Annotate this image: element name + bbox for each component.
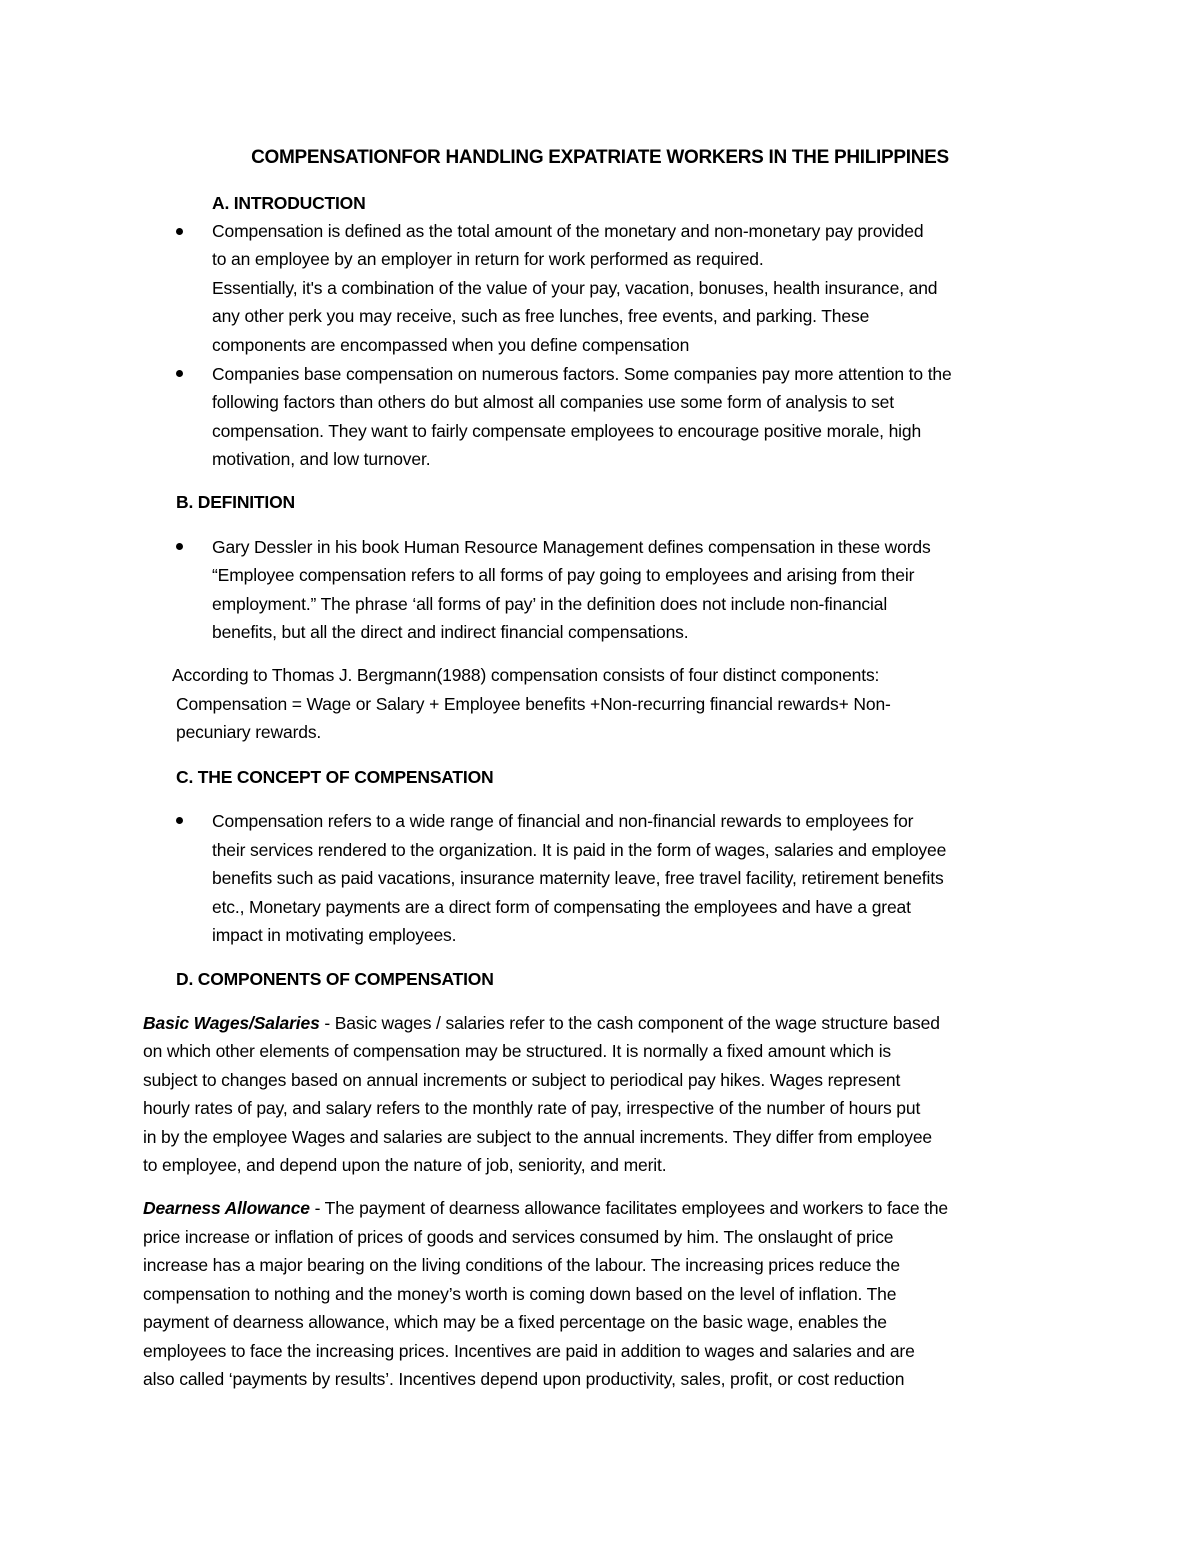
dearness-term: Dearness Allowance [143, 1198, 310, 1218]
basic-wages-line-3: subject to changes based on annual increments or subject to periodical pay hikes. Wages represent [143, 1070, 901, 1090]
section-a-heading: A. INTRODUCTION [212, 193, 366, 213]
intro-line-2: to an employee by an employer in return for work performed as required. [212, 249, 764, 269]
dearness-text: - The payment of dearness allowance facilitates employees and workers to face the [309, 1198, 949, 1218]
definition-line-1: Gary Dessler in his book Human Resource Management defines compensation in these words [212, 537, 931, 557]
intro-line-1: Compensation is defined as the total amount of the monetary and non-monetary pay provided [212, 221, 924, 241]
dearness-line-3: increase has a major bearing on the living conditions of the labour. The increasing prices reduce the [143, 1255, 900, 1275]
concept-line-5: impact in motivating employees. [212, 925, 457, 945]
concept-line-1: Compensation refers to a wide range of financial and non-financial rewards to employees for [212, 811, 914, 831]
basic-wages-line-1 [143, 1011, 940, 1035]
dearness-line-6: employees to face the increasing prices. Incentives are paid in addition to wages and salaries and are [143, 1341, 915, 1361]
bullet-icon [176, 543, 183, 550]
definition-line-4: benefits, but all the direct and indirect financial compensations. [212, 622, 689, 642]
intro-line-7: following factors than others do but almost all companies use some form of analysis to set [212, 392, 894, 412]
basic-wages-text: - Basic wages / salaries refer to the cash component of the wage structure based [319, 1013, 940, 1033]
intro-line-6: Companies base compensation on numerous factors. Some companies pay more attention to the [212, 364, 952, 384]
document-title: COMPENSATIONFOR HANDLING EXPATRIATE WORKERS IN THE PHILIPPINES [251, 147, 949, 168]
intro-line-5: components are encompassed when you define compensation [212, 335, 690, 355]
concept-line-4: etc., Monetary payments are a direct form of compensating the employees and have a great [212, 897, 911, 917]
bergmann-line-1: According to Thomas J. Bergmann(1988) compensation consists of four distinct components: [172, 665, 880, 685]
intro-line-4: any other perk you may receive, such as free lunches, free events, and parking. These [212, 306, 870, 326]
bergmann-line-3: pecuniary rewards. [176, 722, 322, 742]
bullet-icon [176, 228, 183, 235]
definition-line-3: employment.” The phrase ‘all forms of pay’ in the definition does not include non-financial [212, 594, 888, 614]
dearness-line-5: payment of dearness allowance, which may be a fixed percentage on the basic wage, enables the [143, 1312, 887, 1332]
concept-line-3: benefits such as paid vacations, insurance maternity leave, free travel facility, retirement benefits [212, 868, 944, 888]
dearness-line-1 [143, 1196, 948, 1220]
basic-wages-term: Basic Wages/Salaries [143, 1013, 320, 1033]
intro-line-9: motivation, and low turnover. [212, 449, 431, 469]
intro-line-8: compensation. They want to fairly compensate employees to encourage positive morale, high [212, 421, 922, 441]
dearness-line-7: also called ‘payments by results’. Incentives depend upon productivity, sales, profit, or cost reduction [143, 1369, 905, 1389]
basic-wages-line-6: to employee, and depend upon the nature of job, seniority, and merit. [143, 1155, 667, 1175]
definition-line-2: “Employee compensation refers to all forms of pay going to employees and arising from their [212, 565, 915, 585]
dearness-line-2: price increase or inflation of prices of goods and services consumed by him. The onslaught of price [143, 1227, 894, 1247]
dearness-line-4: compensation to nothing and the money’s worth is coming down based on the level of inflation. The [143, 1284, 897, 1304]
section-c-heading: C. THE CONCEPT OF COMPENSATION [176, 767, 494, 787]
section-b-heading: B. DEFINITION [176, 492, 295, 512]
bullet-icon [176, 817, 183, 824]
bergmann-line-2: Compensation = Wage or Salary + Employee benefits +Non-recurring financial rewards+ Non- [176, 694, 891, 714]
intro-line-3: Essentially, it's a combination of the value of your pay, vacation, bonuses, health insurance, and [212, 278, 938, 298]
basic-wages-line-2: on which other elements of compensation may be structured. It is normally a fixed amount which is [143, 1041, 892, 1061]
bullet-icon [176, 370, 183, 377]
basic-wages-line-5: in by the employee Wages and salaries are subject to the annual increments. They differ from employee [143, 1127, 932, 1147]
section-d-heading: D. COMPONENTS OF COMPENSATION [176, 969, 494, 989]
basic-wages-line-4: hourly rates of pay, and salary refers to the monthly rate of pay, irrespective of the number of hours put [143, 1098, 921, 1118]
concept-line-2: their services rendered to the organization. It is paid in the form of wages, salaries and employee [212, 840, 947, 860]
